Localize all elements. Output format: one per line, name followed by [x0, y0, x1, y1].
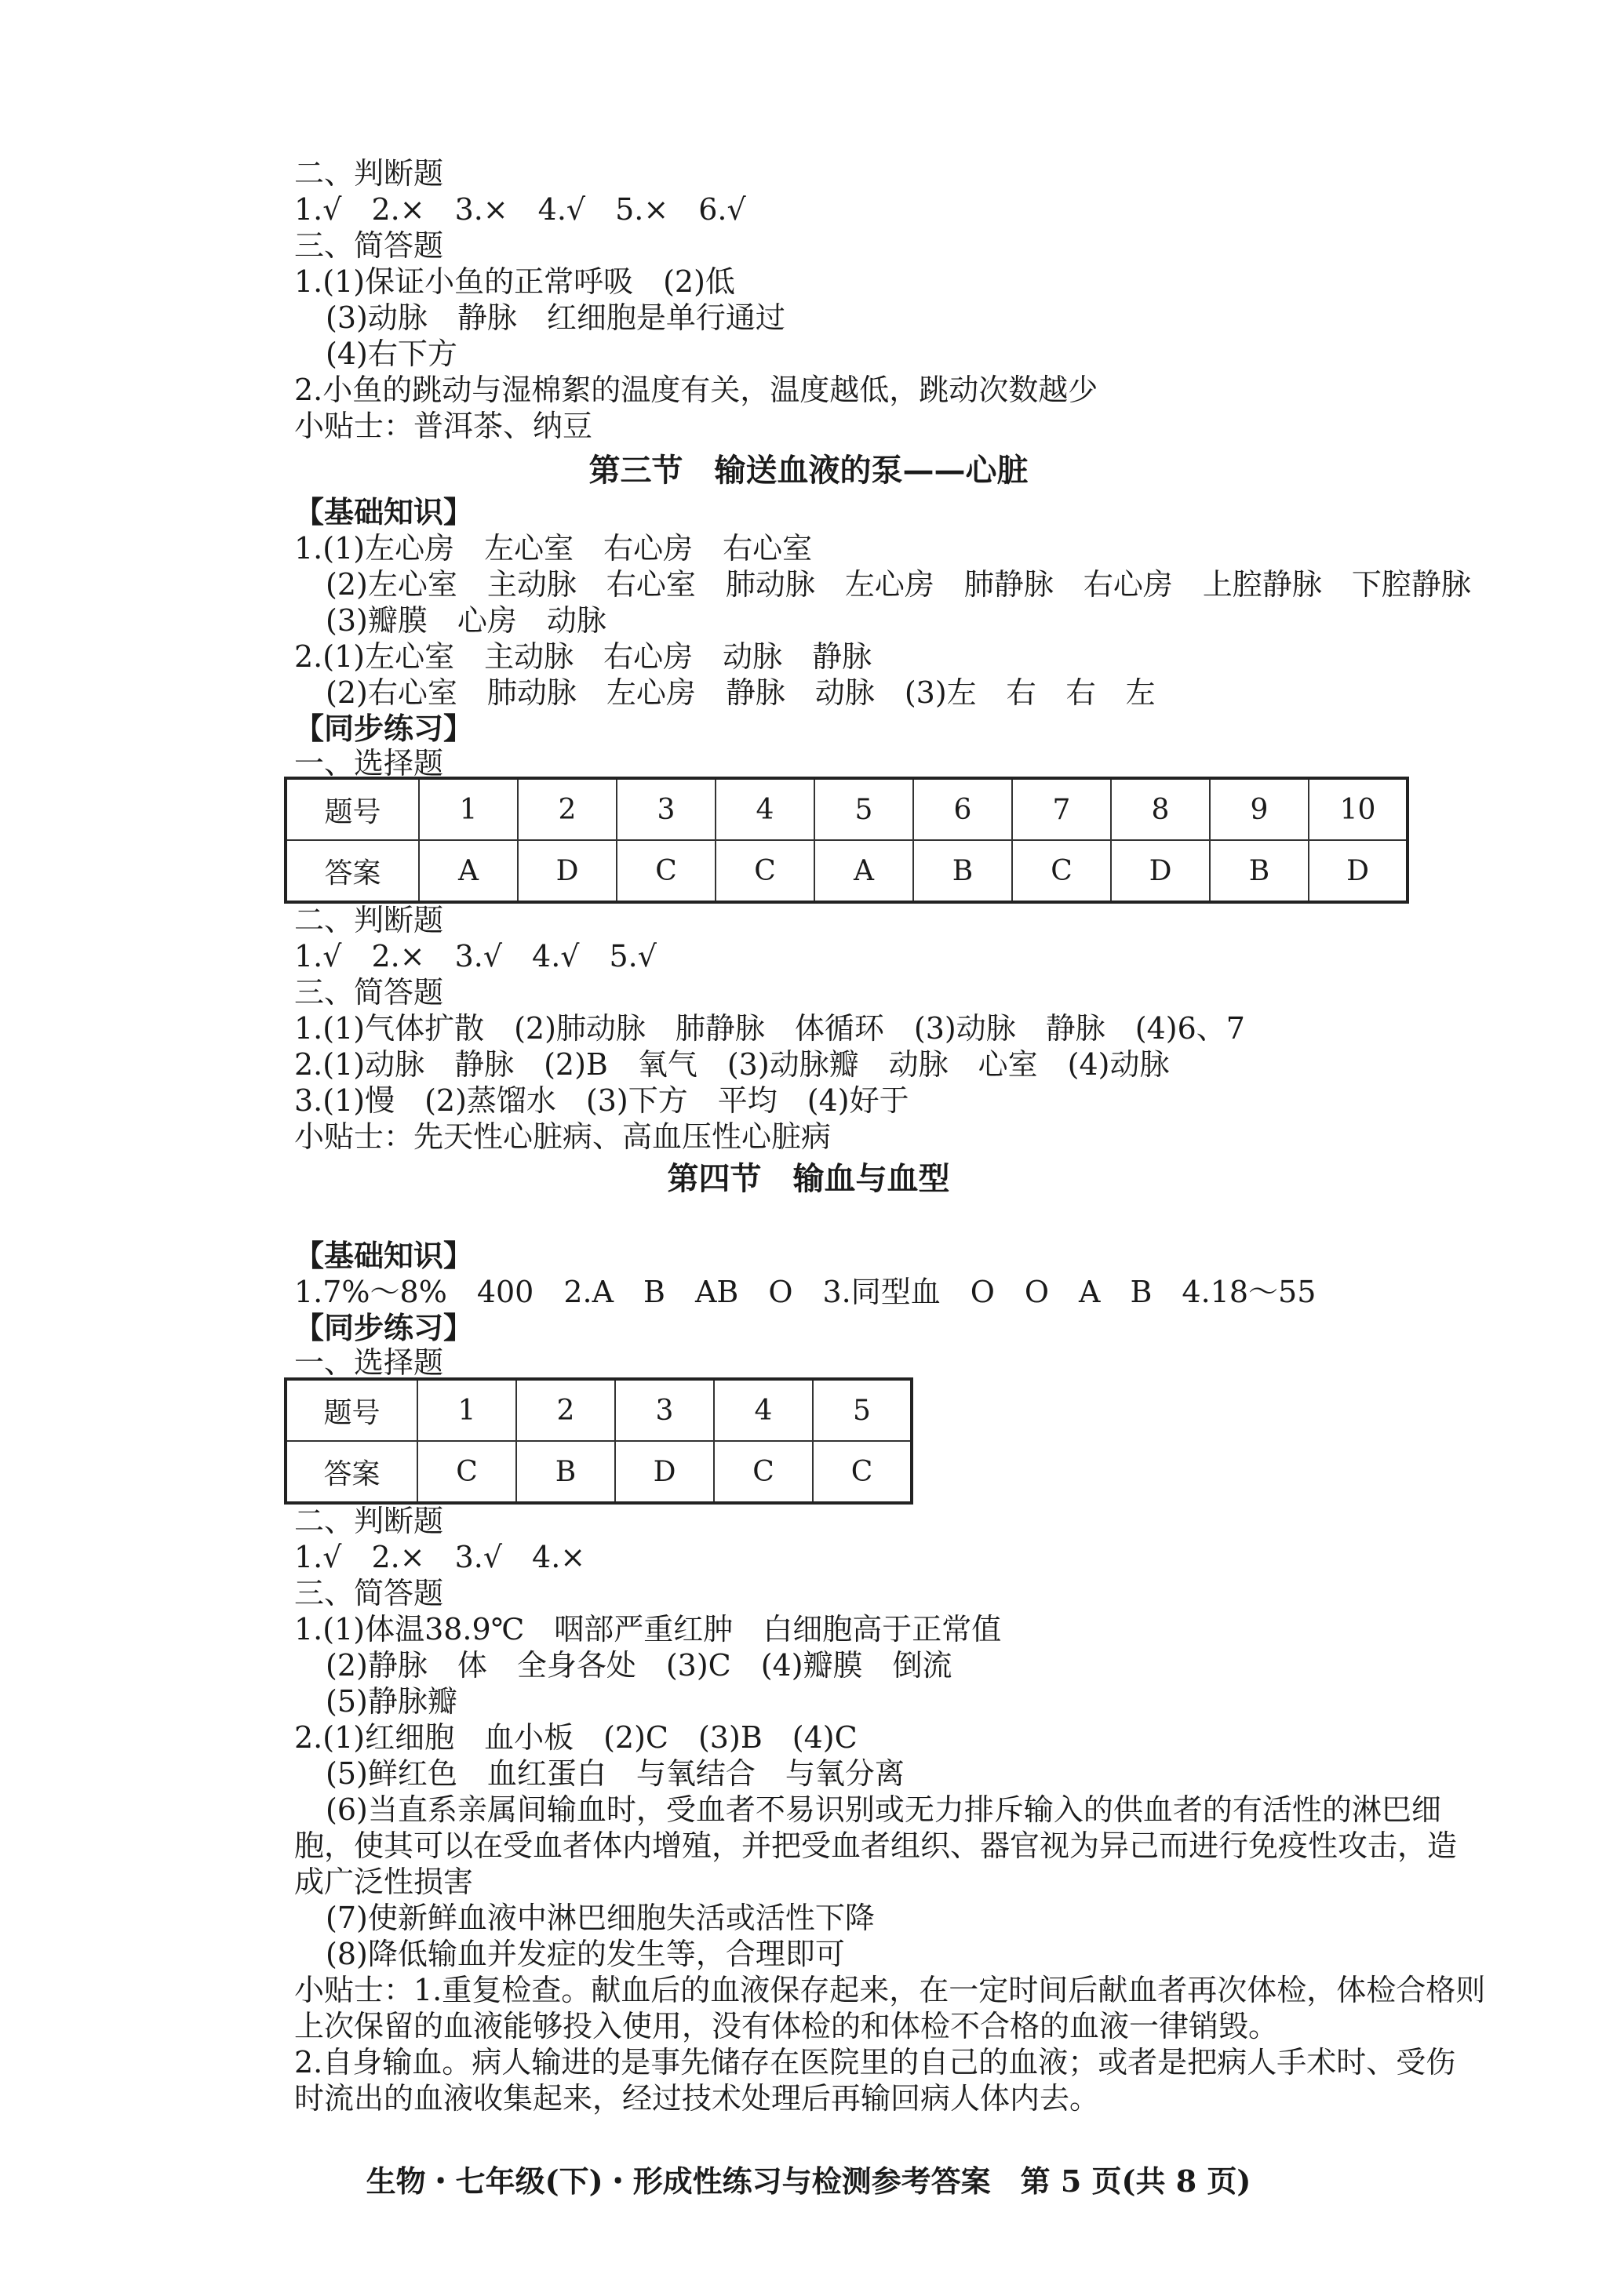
- short-answer-title: 三、简答题: [294, 975, 444, 1010]
- short-answer-line: (2)静脉 体 全身各处 (3)C (4)瓣膜 倒流: [326, 1648, 952, 1683]
- answer-cell: C: [716, 840, 814, 902]
- judge-answers: 1.√ 2.× 3.√ 4.√ 5.√: [294, 939, 657, 973]
- page-footer: 生物・七年级(下)・形成性练习与检测参考答案 第 5 页(共 8 页): [366, 2163, 1251, 2199]
- answer-cell: A: [814, 840, 913, 902]
- question-number: 5: [814, 778, 913, 840]
- table-header-cell: 题号: [286, 1379, 417, 1441]
- choice-title: 一、选择题: [294, 1345, 444, 1380]
- question-number: 2: [516, 1379, 615, 1441]
- section-title: 第四节 输血与血型: [667, 1160, 950, 1197]
- basic-line: 1.7%～8% 400 2.A B AB O 3.同型血 O O A B 4.18～55: [294, 1275, 1317, 1309]
- answer-cell: C: [617, 840, 716, 902]
- tip-line: 2.自身输血。病人输进的是事先储存在医院里的自己的血液；或者是把病人手术时、受伤: [294, 2045, 1456, 2079]
- answer-table: [284, 1377, 913, 1505]
- table-row: [286, 840, 1408, 902]
- question-number: 10: [1309, 778, 1408, 840]
- answer-cell: B: [1210, 840, 1309, 902]
- short-answer-line: (6)当直系亲属间输血时，受血者不易识别或无力排斥输入的供血者的有活性的淋巴细: [326, 1792, 1441, 1827]
- short-answer-line: 成广泛性损害: [294, 1865, 474, 1899]
- table-row: [286, 778, 1408, 840]
- tip-line: 小贴士：普洱茶、纳豆: [294, 409, 593, 443]
- basic-knowledge-title: 【基础知识】: [294, 1238, 474, 1273]
- tip-line: 时流出的血液收集起来，经过技术处理后再输回病人体内去。: [294, 2081, 1100, 2116]
- judge-title: 二、判断题: [294, 903, 444, 937]
- short-answer-title: 三、简答题: [294, 1576, 444, 1610]
- answer-cell: B: [913, 840, 1012, 902]
- judge-answers: 1.√ 2.× 3.× 4.√ 5.× 6.√: [294, 192, 746, 227]
- question-number: 9: [1210, 778, 1309, 840]
- short-answer-line: (5)鲜红色 血红蛋白 与氧结合 与氧分离: [326, 1756, 905, 1791]
- question-number: 1: [419, 778, 518, 840]
- short-answer-line: (4)右下方: [326, 337, 457, 371]
- question-number: 1: [417, 1379, 516, 1441]
- answer-cell: D: [1111, 840, 1210, 902]
- basic-line: 2.(1)左心室 主动脉 右心房 动脉 静脉: [294, 639, 872, 674]
- short-answer-line: 胞，使其可以在受血者体内增殖，并把受血者组织、器官视为异己而进行免疫性攻击，造: [294, 1828, 1458, 1863]
- short-answer-title: 三、简答题: [294, 228, 444, 263]
- question-number: 3: [615, 1379, 714, 1441]
- short-answer-line: 1.(1)气体扩散 (2)肺动脉 肺静脉 体循环 (3)动脉 静脉 (4)6、7: [294, 1011, 1245, 1046]
- question-number: 4: [714, 1379, 813, 1441]
- answer-table: [284, 777, 1409, 904]
- short-answer-line: 3.(1)慢 (2)蒸馏水 (3)下方 平均 (4)好于: [294, 1083, 909, 1118]
- answer-cell: C: [417, 1441, 516, 1503]
- tip-line: 小贴士：1.重复检查。献血后的血液保存起来，在一定时间后献血者再次体检，体检合格则: [294, 1973, 1486, 2007]
- answer-cell: D: [518, 840, 617, 902]
- question-number: 4: [716, 778, 814, 840]
- basic-knowledge-title: 【基础知识】: [294, 494, 474, 529]
- tip-line: 上次保留的血液能够投入使用，没有体检的和体检不合格的血液一律销毁。: [294, 2009, 1279, 2043]
- basic-line: (2)右心室 肺动脉 左心房 静脉 动脉 (3)左 右 右 左: [326, 675, 1156, 710]
- judge-title: 二、判断题: [294, 1504, 444, 1538]
- question-number: 6: [913, 778, 1012, 840]
- tip-line: 小贴士：先天性心脏病、高血压性心脏病: [294, 1119, 832, 1154]
- short-answer-line: 1.(1)体温38.9℃ 咽部严重红肿 白细胞高于正常值: [294, 1612, 1002, 1646]
- basic-line: (3)瓣膜 心房 动脉: [326, 603, 606, 638]
- short-answer-line: 2.(1)红细胞 血小板 (2)C (3)B (4)C: [294, 1720, 858, 1755]
- answer-cell: C: [813, 1441, 912, 1503]
- short-answer-line: 1.(1)保证小鱼的正常呼吸 (2)低: [294, 264, 735, 299]
- judge-answers: 1.√ 2.× 3.√ 4.×: [294, 1540, 586, 1574]
- question-number: 2: [518, 778, 617, 840]
- question-number: 7: [1012, 778, 1111, 840]
- short-answer-line: (5)静脉瓣: [326, 1684, 457, 1719]
- table-header-cell: 答案: [286, 840, 419, 902]
- short-answer-line: 2.小鱼的跳动与湿棉絮的温度有关，温度越低，跳动次数越少: [294, 373, 1098, 407]
- table-row: [286, 1441, 912, 1503]
- question-number: 5: [813, 1379, 912, 1441]
- basic-line: 1.(1)左心房 左心室 右心房 右心室: [294, 531, 813, 566]
- table-header-cell: 答案: [286, 1441, 417, 1503]
- answer-cell: D: [1309, 840, 1408, 902]
- question-number: 3: [617, 778, 716, 840]
- short-answer-line: (8)降低输血并发症的发生等，合理即可: [326, 1937, 845, 1971]
- question-number: 8: [1111, 778, 1210, 840]
- short-answer-line: (3)动脉 静脉 红细胞是单行通过: [326, 300, 785, 335]
- basic-line: (2)左心室 主动脉 右心室 肺动脉 左心房 肺静脉 右心房 上腔静脉 下腔静脉: [326, 567, 1471, 602]
- section-title: 第三节 输送血液的泵——心脏: [588, 452, 1029, 489]
- answer-cell: C: [714, 1441, 813, 1503]
- answer-cell: A: [419, 840, 518, 902]
- choice-title: 一、选择题: [294, 746, 444, 780]
- short-answer-line: 2.(1)动脉 静脉 (2)B 氧气 (3)动脉瓣 动脉 心室 (4)动脉: [294, 1047, 1170, 1082]
- short-answer-line: (7)使新鲜血液中淋巴细胞失活或活性下降: [326, 1901, 875, 1935]
- practice-title: 【同步练习】: [294, 711, 474, 746]
- table-header-cell: 题号: [286, 778, 419, 840]
- answer-cell: B: [516, 1441, 615, 1503]
- practice-title: 【同步练习】: [294, 1310, 474, 1345]
- judge-title: 二、判断题: [294, 156, 444, 191]
- answer-cell: D: [615, 1441, 714, 1503]
- table-row: [286, 1379, 912, 1441]
- answer-cell: C: [1012, 840, 1111, 902]
